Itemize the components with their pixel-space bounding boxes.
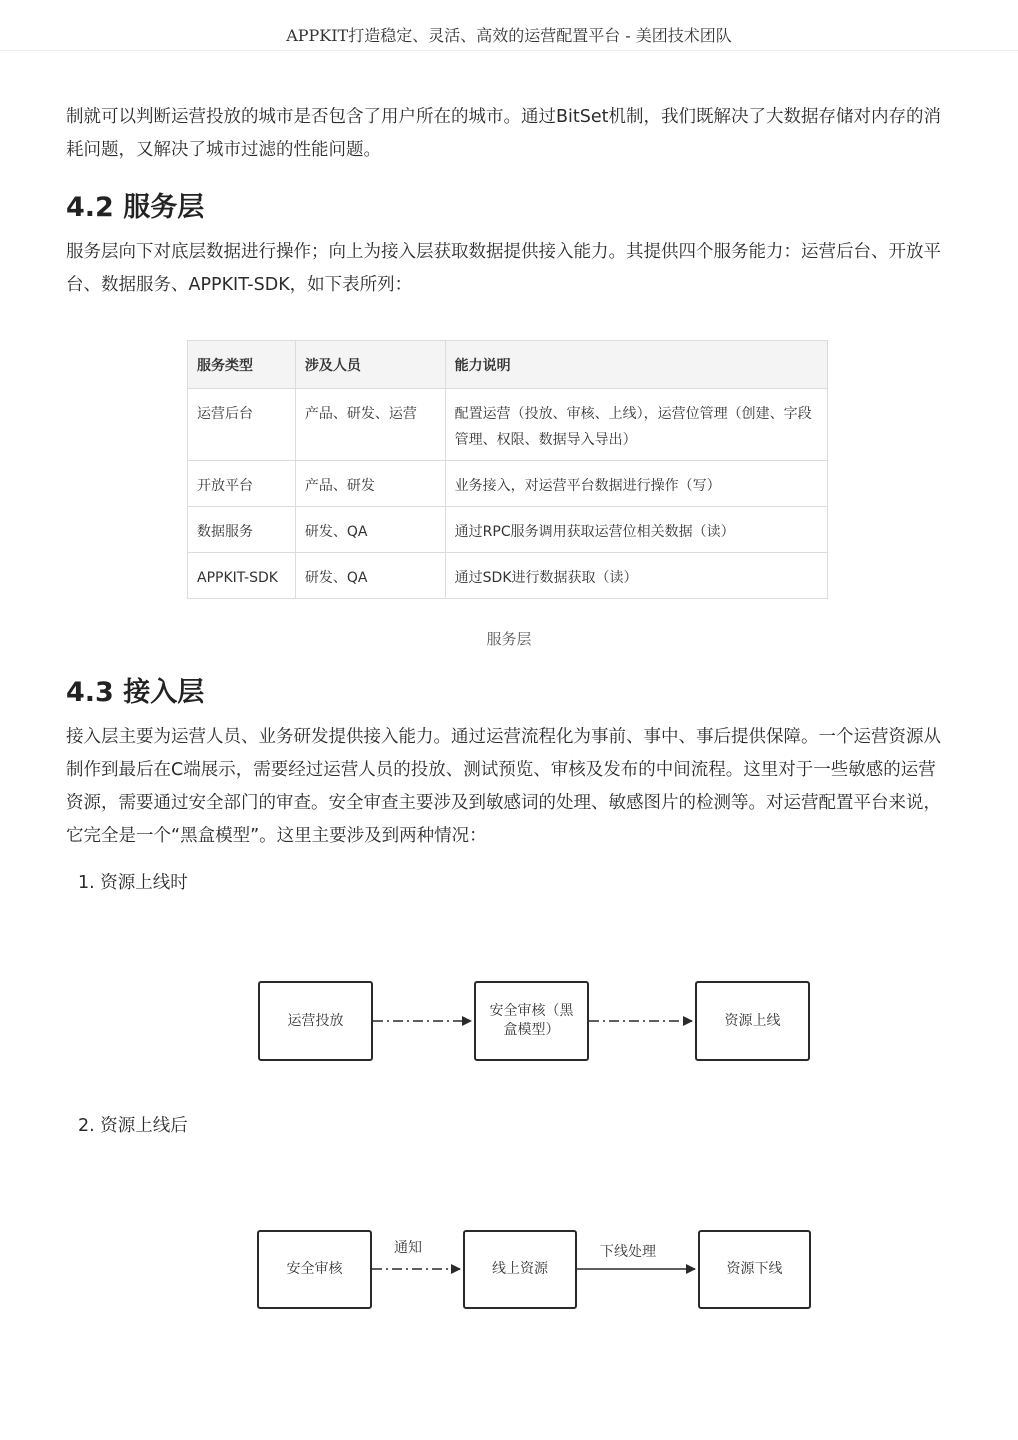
table-cell: 产品、研发、运营 [295, 389, 445, 461]
flow2-node: 线上资源 [463, 1230, 577, 1309]
document-title: APPKIT打造稳定、灵活、高效的运营配置平台 - 美团技术团队 [286, 26, 732, 45]
section-heading-4-3: 4.3 接入层 [66, 677, 205, 708]
access-layer-paragraph: 接入层主要为运营人员、业务研发提供接入能力。通过运营流程化为事前、事中、事后提供保障。一个运营资源从制作到最后在C端展示，需要经过运营人员的投放、测试预览、审核及发布的中间流程。这里对于一些敏感的运营资源，需要通过安全部门的审查。安全审查主要涉及到敏感词的处理、敏感图片的检测等。对运营配置平台来说，它完全是一个“黑盒模型”。这里主要涉及到两种情况： [66, 727, 941, 846]
service-layer-paragraph: 服务层向下对底层数据进行操作；向上为接入层获取数据提供接入能力。其提供四个服务能力：运营后台、开放平台、数据服务、APPKIT-SDK，如下表所列： [66, 242, 941, 295]
table-caption: 服务层 [486, 630, 532, 648]
section-heading-4-2: 4.2 服务层 [66, 192, 205, 223]
flow1-node: 运营投放 [258, 981, 373, 1061]
table-cell: 数据服务 [188, 507, 296, 553]
table-cell: 开放平台 [188, 461, 296, 507]
list-item [78, 1114, 188, 1138]
flow1-node: 安全审核（黑盒模型） [474, 981, 589, 1061]
list-number: 2. [78, 1116, 95, 1136]
table-cell: APPKIT-SDK [188, 553, 296, 599]
table-header-cell: 能力说明 [445, 341, 827, 389]
table-header-cell: 服务类型 [188, 341, 296, 389]
list-text: 资源上线时 [100, 873, 188, 893]
flow2-node: 安全审核 [257, 1230, 372, 1309]
list-number: 1. [78, 873, 95, 893]
table-cell: 研发、QA [295, 553, 445, 599]
intro-paragraph: 制就可以判断运营投放的城市是否包含了用户所在的城市。通过BitSet机制，我们既解决了大数据存储对内存的消耗问题，又解决了城市过滤的性能问题。 [66, 107, 941, 160]
table-header-cell: 涉及人员 [295, 341, 445, 389]
table-cell: 运营后台 [188, 389, 296, 461]
table-cell: 业务接入，对运营平台数据进行操作（写） [445, 461, 827, 507]
flow2-edge-label: 下线处理 [600, 1244, 656, 1260]
flow2-edge-label: 通知 [394, 1240, 422, 1256]
flow1-node: 资源上线 [695, 981, 810, 1061]
table-cell: 产品、研发 [295, 461, 445, 507]
list-text: 资源上线后 [100, 1116, 188, 1136]
table-cell: 通过RPC服务调用获取运营位相关数据（读） [445, 507, 827, 553]
table-cell: 配置运营（投放、审核、上线），运营位管理（创建、字段管理、权限、数据导入导出） [445, 389, 827, 461]
table-cell: 研发、QA [295, 507, 445, 553]
flow2-node: 资源下线 [698, 1230, 811, 1309]
table-cell: 通过SDK进行数据获取（读） [445, 553, 827, 599]
